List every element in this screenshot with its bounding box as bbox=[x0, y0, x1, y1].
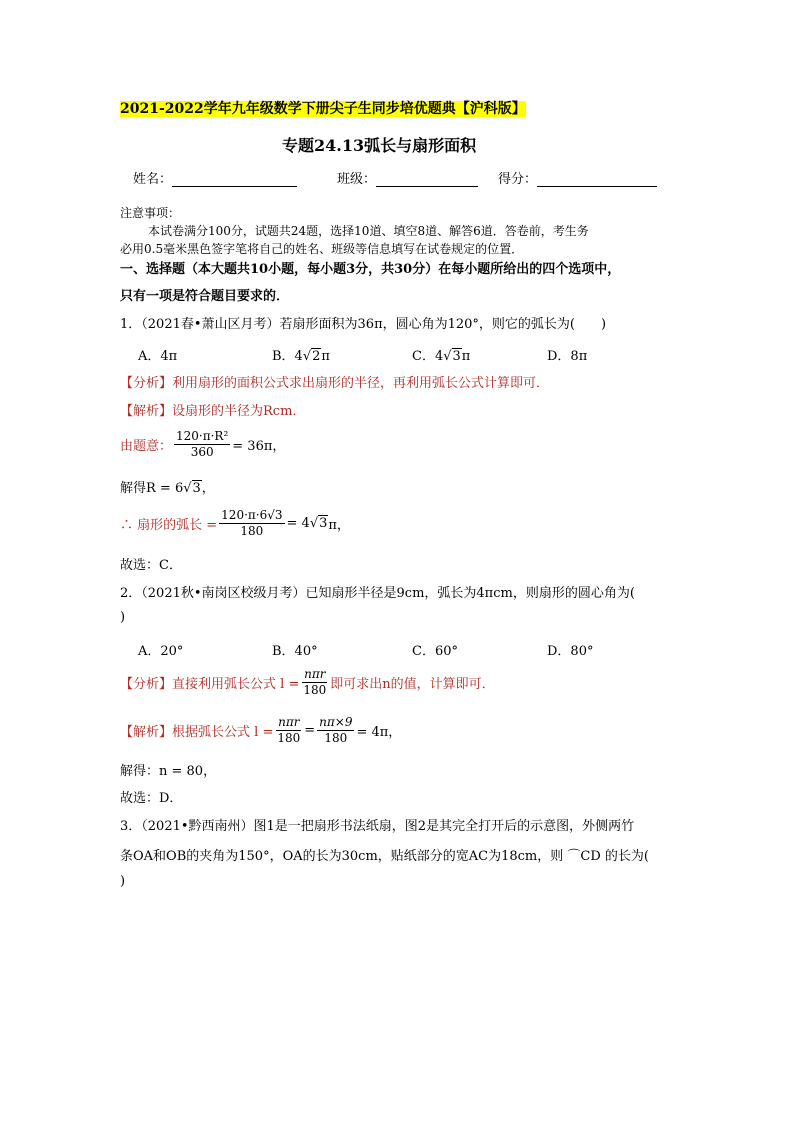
class-field bbox=[337, 168, 478, 187]
q2-solution-fraction-1 bbox=[275, 715, 302, 746]
q1-step-2-suffix: ， bbox=[201, 481, 215, 496]
page-title: 专题24.13弧长与扇形面积 bbox=[282, 136, 477, 155]
q1-step-3-prefix: ∴ 扇形的弧长 = bbox=[120, 517, 218, 533]
q3-line-1: 3．（2021•黔西南州）图1是一把扇形书法纸扇，图2是其完全打开后的示意图，外侧两竹 bbox=[120, 819, 635, 834]
q1-step-1-fraction bbox=[174, 429, 230, 460]
q2-solution-numerator-1: nπr bbox=[278, 714, 300, 729]
q2-solution-prefix: 根据弧长公式 l = bbox=[172, 724, 274, 740]
q1-analysis-tag: 【分析】 bbox=[120, 376, 173, 391]
q2-option-b: B．40° bbox=[272, 644, 318, 659]
q1-step-3-fraction bbox=[219, 508, 284, 539]
q2-solution-numerator-2: nπ×9 bbox=[319, 714, 353, 729]
q1-step-1-numerator: 120·π·R² bbox=[176, 428, 229, 443]
section-heading-1: 一、选择题（本大题共10小题，每小题3分，共30分）在每小题所给出的四个选项中， bbox=[120, 262, 621, 277]
q2-analysis bbox=[120, 664, 495, 700]
class-label: 班级： bbox=[337, 172, 377, 187]
q1-answer: 故选：C． bbox=[120, 558, 182, 573]
q2-step: 解得：n = 80， bbox=[120, 764, 217, 779]
q1-solution-text: 设扇形的半径为Rcm． bbox=[172, 404, 306, 419]
q1-step-2: 解得R = 6√3， bbox=[120, 481, 215, 496]
q2-analysis-numerator: nπr bbox=[304, 666, 326, 681]
q2-answer: 故选：D． bbox=[120, 791, 183, 806]
q1-option-c-radicand: 3 bbox=[452, 349, 461, 364]
q1-step-1-denominator: 360 bbox=[190, 444, 214, 459]
q1-solution bbox=[120, 400, 305, 419]
q1-step-2-radicand: 3 bbox=[192, 481, 201, 496]
q1-option-a: A．4π bbox=[138, 349, 178, 364]
q1-step-2-prefix: 解得R = 6 bbox=[120, 481, 184, 496]
q1-step-1-prefix: 由题意： bbox=[120, 438, 173, 454]
q1-step-1 bbox=[120, 426, 285, 462]
q1-step-3: ∴ 扇形的弧长 = $\frac{120\cdot\pi\cdot 6√3}{180}$ = 4 √ 3 π， bbox=[120, 507, 350, 538]
q2-analysis-fraction bbox=[301, 667, 328, 698]
name-label: 姓名： bbox=[133, 172, 173, 187]
section-heading-2: 只有一项是符合题目要求的． bbox=[120, 289, 290, 304]
q1-option-b-suffix: π bbox=[321, 349, 330, 364]
q1-option-b: B．4√2π bbox=[272, 349, 330, 364]
q2-option-c: C．60° bbox=[412, 644, 458, 659]
q2-analysis-denominator: 180 bbox=[303, 682, 327, 697]
q1-option-c: C．4√3π bbox=[412, 349, 471, 364]
q1-analysis bbox=[120, 372, 549, 391]
score-label: 得分： bbox=[498, 172, 538, 187]
class-blank[interactable] bbox=[376, 186, 478, 187]
q2-option-a: A．20° bbox=[138, 644, 184, 659]
q2-analysis-prefix: 直接利用弧长公式 l = bbox=[172, 676, 300, 692]
score-field bbox=[498, 168, 657, 187]
q2-analysis-suffix: 即可求出n的值，计算即可． bbox=[330, 676, 495, 692]
q1-option-c-suffix: π bbox=[461, 349, 471, 364]
q2-solution-equals: = bbox=[304, 722, 316, 738]
q3-line-2: 条OA和OB的夹角为150°，OA的长为30cm，贴纸部分的宽AC为18cm，则 ⌒CD 的长为( bbox=[120, 849, 649, 864]
series-title: 学年九年级数学下册尖子生同步培优题典【沪科版】 bbox=[203, 101, 526, 117]
series-year: 2021-2022 bbox=[120, 101, 204, 117]
q1-option-c-prefix: C．4 bbox=[412, 349, 444, 364]
score-blank[interactable] bbox=[537, 186, 657, 187]
q1-step-3-numerator: 120·π·6√3 bbox=[221, 507, 283, 522]
q1-solution-tag: 【解析】 bbox=[120, 404, 173, 419]
notes-line-2: 必用0.5毫米黑色签字笔将自己的姓名、班级等信息填写在试卷规定的位置． bbox=[120, 242, 524, 256]
notes-line-1: 本试卷满分100分，试题共24题，选择10道、填空8道、解答6道．答卷前，考生务 bbox=[148, 224, 589, 238]
name-field bbox=[133, 168, 297, 187]
q1-step-3-denominator: 180 bbox=[240, 523, 264, 538]
q1-step-3-suffix-a: = 4 bbox=[286, 515, 310, 531]
series-header bbox=[120, 98, 526, 118]
q1-step-3-radicand: 3 bbox=[319, 516, 328, 531]
q1-step-1-suffix: = 36π， bbox=[232, 438, 286, 454]
q1-analysis-text: 利用扇形的面积公式求出扇形的半径，再利用弧长公式计算即可． bbox=[172, 376, 550, 391]
notes-heading: 注意事项： bbox=[120, 206, 181, 220]
q1-option-b-prefix: B．4 bbox=[272, 349, 303, 364]
q2-solution bbox=[120, 712, 401, 748]
q1-step-3-suffix-b: π， bbox=[328, 517, 350, 533]
q1-stem: 1．（2021春•萧山区月考）若扇形面积为36π，圆心角为120°，则它的弧长为( ) bbox=[120, 317, 607, 332]
name-blank[interactable] bbox=[172, 186, 297, 187]
q2-stem-line-2: ) bbox=[120, 610, 126, 625]
q2-option-d: D．80° bbox=[547, 644, 594, 659]
q1-option-b-radicand: 2 bbox=[312, 349, 321, 364]
q2-solution-fraction-2 bbox=[317, 715, 354, 746]
q2-solution-denominator-1: 180 bbox=[277, 730, 301, 745]
q2-solution-tag: 【解析】 bbox=[120, 724, 173, 740]
q3-line-3: ) bbox=[120, 874, 126, 889]
q1-option-d: D．8π bbox=[547, 349, 588, 364]
q2-stem-line-1: 2．（2021秋•南岗区校级月考）已知扇形半径是9cm，弧长为4πcm，则扇形的圆心角为( bbox=[120, 586, 635, 601]
q2-solution-denominator-2: 180 bbox=[324, 730, 348, 745]
q2-analysis-tag: 【分析】 bbox=[120, 676, 173, 692]
q2-solution-suffix: = 4π， bbox=[356, 724, 402, 740]
